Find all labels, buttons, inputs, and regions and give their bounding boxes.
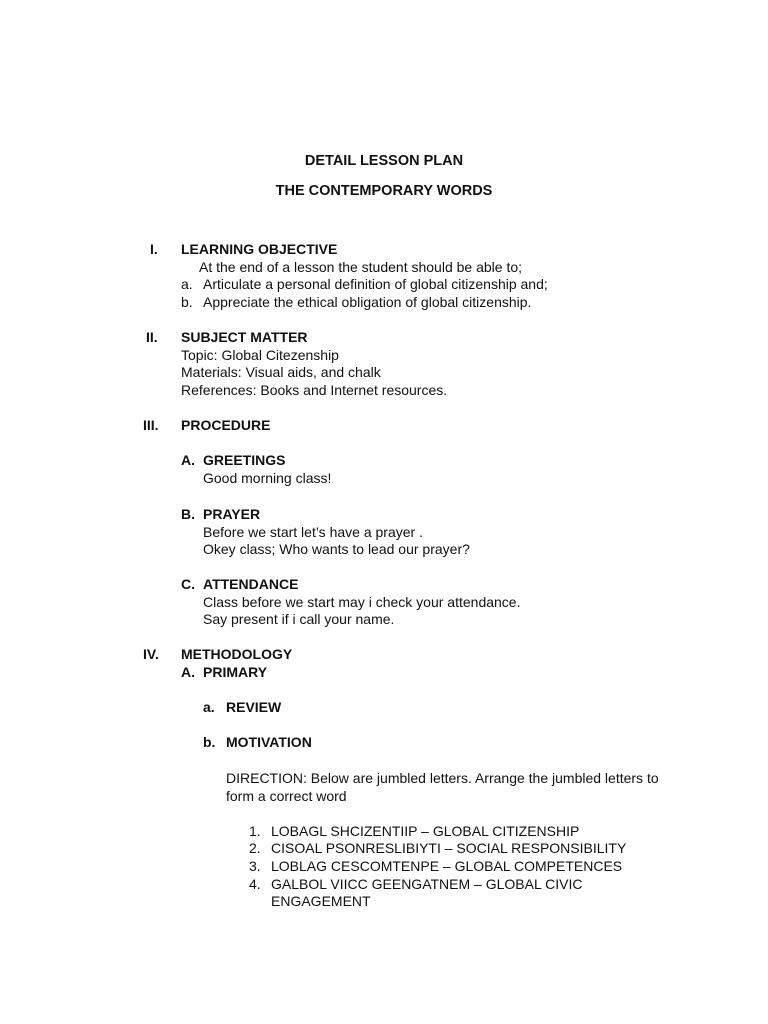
objective-marker-b: b. [181,294,193,310]
motivation-heading: MOTIVATION [226,734,312,750]
objective-intro: At the end of a lesson the student should be able to; [199,259,523,275]
direction-text-line-1: DIRECTION: Below are jumbled letters. Arrange the jumbled letters to [226,770,659,786]
objective-item-a: Articulate a personal definition of global citizenship and; [203,276,548,292]
section-heading-subject: SUBJECT MATTER [181,329,308,345]
prayer-line-1: Before we start let’s have a prayer . [203,524,423,540]
attendance-line-2: Say present if i call your name. [203,611,395,627]
greetings-line: Good morning class! [203,470,332,486]
section-numeral-4: IV. [143,646,159,662]
prayer-heading: PRAYER [203,506,261,522]
review-marker: a. [203,699,215,715]
greetings-heading: GREETINGS [203,452,286,468]
attendance-marker: C. [181,576,195,592]
word-item-4: GALBOL VIICC GEENGATNEM – GLOBAL CIVIC [271,876,583,892]
attendance-heading: ATTENDANCE [203,576,299,592]
page-subtitle: THE CONTEMPORARY WORDS [275,183,493,199]
prayer-marker: B. [181,506,195,522]
section-heading-procedure: PROCEDURE [181,417,271,433]
section-numeral-3: III. [143,417,159,433]
subject-materials: Materials: Visual aids, and chalk [181,364,381,380]
objective-marker-a: a. [181,276,193,292]
word-marker-1: 1. [249,823,261,839]
word-marker-2: 2. [249,840,261,856]
word-marker-3: 3. [249,858,261,874]
objective-item-b: Appreciate the ethical obligation of global citizenship. [203,294,532,310]
page-title: DETAIL LESSON PLAN [304,153,464,169]
subject-topic: Topic: Global Citezenship [181,347,339,363]
section-heading-objective: LEARNING OBJECTIVE [181,241,338,257]
section-numeral-2: II. [146,329,158,345]
word-item-4-continued: ENGAGEMENT [271,893,371,909]
word-item-3: LOBLAG CESCOMTENPE – GLOBAL COMPETENCES [271,858,623,874]
subject-references: References: Books and Internet resources. [181,382,448,398]
primary-marker: A. [181,664,195,680]
word-marker-4: 4. [249,876,261,892]
review-heading: REVIEW [226,699,282,715]
word-item-2: CISOAL PSONRESLIBIYTI – SOCIAL RESPONSIBILITY [271,840,627,856]
attendance-line-1: Class before we start may i check your attendance. [203,594,521,610]
motivation-marker: b. [203,734,216,750]
section-numeral-1: I. [150,241,158,257]
greetings-marker: A. [181,452,195,468]
direction-text-line-2: form a correct word [226,788,347,804]
word-item-1: LOBAGL SHCIZENTIIP – GLOBAL CITIZENSHIP [271,823,580,839]
primary-heading: PRIMARY [203,664,268,680]
prayer-line-2: Okey class; Who wants to lead our prayer? [203,541,470,557]
section-heading-methodology: METHODOLOGY [181,646,293,662]
